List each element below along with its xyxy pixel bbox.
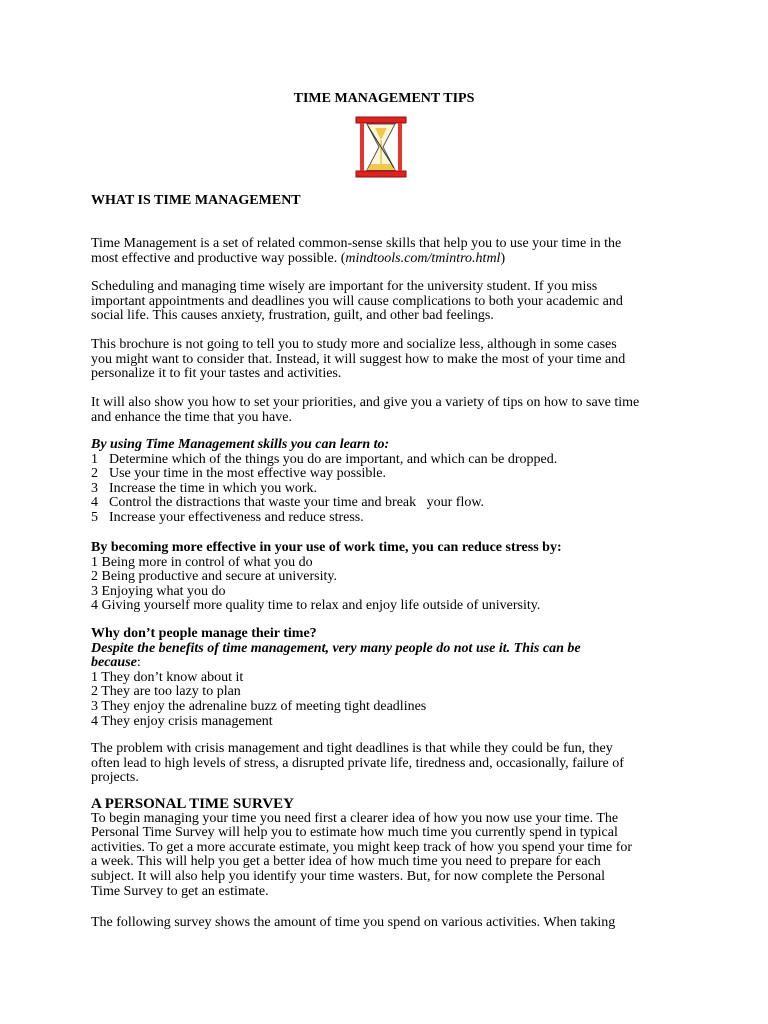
paragraph: Time Management is a set of related common-sense skills that help you to use your time in the most effective and productive way possible. (mindtools.com/tmintro.html)	[91, 236, 622, 266]
survey-section: A PERSONAL TIME SURVEY To begin managing your time you need first a clearer idea of how you now use your time. The Personal Time Survey will help you to estimate how much time you currently spend in typical activities. To get a more accurate estimate, you might keep track of how you spend your time for a week. This will help you get a better idea of how much time you need to prepare for each subject. It will also help you identify your time wasters. But, for now complete the Personal Time Survey to get an estimate.	[91, 797, 691, 899]
source-link[interactable]: mindtools.com/tmintro.html	[345, 250, 501, 266]
paragraph: This brochure is not going to tell you to study more and socialize less, although in some cases you might want to consider that. Instead, it will suggest how to make the most of your time and personalize it to fit your tastes and activities.	[91, 337, 626, 382]
list-heading: By becoming more effective in your use of work time, you can reduce stress by:	[91, 540, 562, 555]
learn-list	[91, 438, 691, 526]
paragraph: The following survey shows the amount of time you spend on various activities. When taking	[91, 915, 616, 930]
list-item: 3 They enjoy the adrenaline buzz of meeting tight deadlines	[91, 698, 427, 714]
list-item: 1 Being more in control of what you do	[91, 554, 313, 570]
page-title: TIME MANAGEMENT TIPS	[293, 91, 475, 106]
list-item: 3 Enjoying what you do	[91, 583, 226, 599]
list-item: 1 Determine which of the things you do are important, and which can be dropped.	[91, 451, 558, 467]
list-item: 4 They enjoy crisis management	[91, 713, 273, 729]
list-item: 3 Increase the time in which you work.	[91, 480, 317, 496]
list-heading: By using Time Management skills you can learn to:	[91, 437, 390, 452]
stress-list	[91, 541, 691, 614]
paragraph: It will also show you how to set your priorities, and give you a variety of tips on how to save time and enhance the time that you have.	[91, 395, 640, 425]
why-list: Why don’t people manage their time? Despite the benefits of time management, very many people do not use it. This can be because: 1 They don’t know about it 2 They are too lazy to plan 3 They enjoy the adrenaline buzz of meeting tight deadlines 4 They enjoy crisis management	[91, 627, 691, 729]
list-heading: Why don’t people manage their time?	[91, 626, 317, 641]
list-item: 4 Giving yourself more quality time to relax and enjoy life outside of university.	[91, 598, 541, 614]
paragraph: Scheduling and managing time wisely are important for the university student. If you miss important appointments and deadlines you will cause complications to both your academic and social life. This causes anxiety, frustration, guilt, and other bad feelings.	[91, 279, 623, 324]
paragraph: The problem with crisis management and tight deadlines is that while they could be fun, they often lead to high levels of stress, a disrupted private life, tiredness and, occasionally, failure of projects.	[91, 741, 624, 786]
section-heading: A PERSONAL TIME SURVEY	[91, 796, 294, 812]
list-item: 4 Control the distractions that waste your time and break your flow.	[91, 495, 485, 511]
section-heading: WHAT IS TIME MANAGEMENT	[91, 193, 301, 208]
list-item: 5 Increase your effectiveness and reduce stress.	[91, 509, 364, 525]
list-item: 2 Being productive and secure at university.	[91, 569, 337, 585]
list-item: 1 They don’t know about it	[91, 669, 244, 685]
hourglass-icon	[352, 114, 410, 180]
list-item: 2 They are too lazy to plan	[91, 684, 241, 700]
list-item: 2 Use your time in the most effective way possible.	[91, 466, 386, 482]
